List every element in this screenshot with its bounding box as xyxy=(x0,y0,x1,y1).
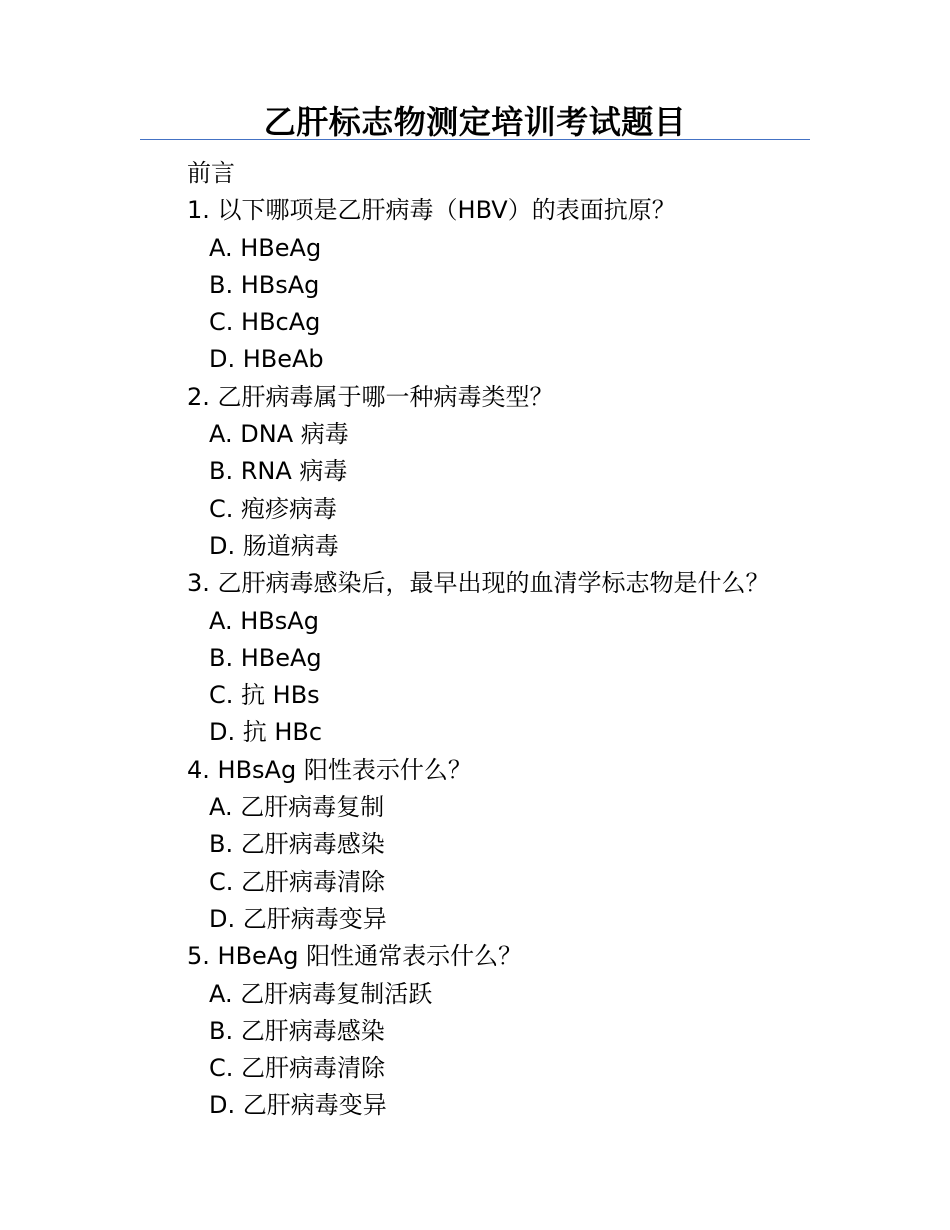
preface-heading: 前言 xyxy=(187,159,235,187)
option-a: A. HBsAg xyxy=(209,606,319,635)
option-a: A. HBeAg xyxy=(209,233,322,262)
option-d: D. 肠道病毒 xyxy=(209,531,339,560)
option-b: B. RNA 病毒 xyxy=(209,457,348,486)
question-5 xyxy=(187,938,807,1124)
question-3 xyxy=(187,565,807,751)
question-2 xyxy=(187,379,807,565)
question-stem: 1. 以下哪项是乙肝病毒（HBV）的表面抗原？ xyxy=(187,196,676,225)
option-c: C. 乙肝病毒清除 xyxy=(209,867,386,896)
question-stem: 2. 乙肝病毒属于哪一种病毒类型？ xyxy=(187,382,554,411)
option-d: D. HBeAb xyxy=(209,345,324,374)
document-title: 乙肝标志物测定培训考试题目 xyxy=(263,103,687,141)
option-a: A. DNA 病毒 xyxy=(209,420,349,449)
question-4 xyxy=(187,752,807,938)
option-a: A. 乙肝病毒复制活跃 xyxy=(209,979,433,1008)
question-stem: 5. HBeAg 阳性通常表示什么？ xyxy=(187,942,523,971)
option-a: A. 乙肝病毒复制 xyxy=(209,793,385,822)
option-d: D. 乙肝病毒变异 xyxy=(209,904,387,933)
option-b: B. HBeAg xyxy=(209,643,322,672)
option-b: B. 乙肝病毒感染 xyxy=(209,1016,385,1045)
option-c: C. 疱疹病毒 xyxy=(209,494,338,523)
option-b: B. 乙肝病毒感染 xyxy=(209,830,385,859)
option-b: B. HBsAg xyxy=(209,270,320,299)
question-1 xyxy=(187,192,807,378)
option-d: D. 抗 HBc xyxy=(209,718,323,747)
option-c: C. HBcAg xyxy=(209,308,321,337)
question-stem: 4. HBsAg 阳性表示什么？ xyxy=(187,755,472,784)
document-body xyxy=(187,155,807,1125)
option-d: D. 乙肝病毒变异 xyxy=(209,1091,387,1120)
option-c: C. 抗 HBs xyxy=(209,681,320,710)
option-c: C. 乙肝病毒清除 xyxy=(209,1054,386,1083)
title-underline xyxy=(140,139,810,140)
question-stem: 3. 乙肝病毒感染后，最早出现的血清学标志物是什么？ xyxy=(187,569,770,598)
